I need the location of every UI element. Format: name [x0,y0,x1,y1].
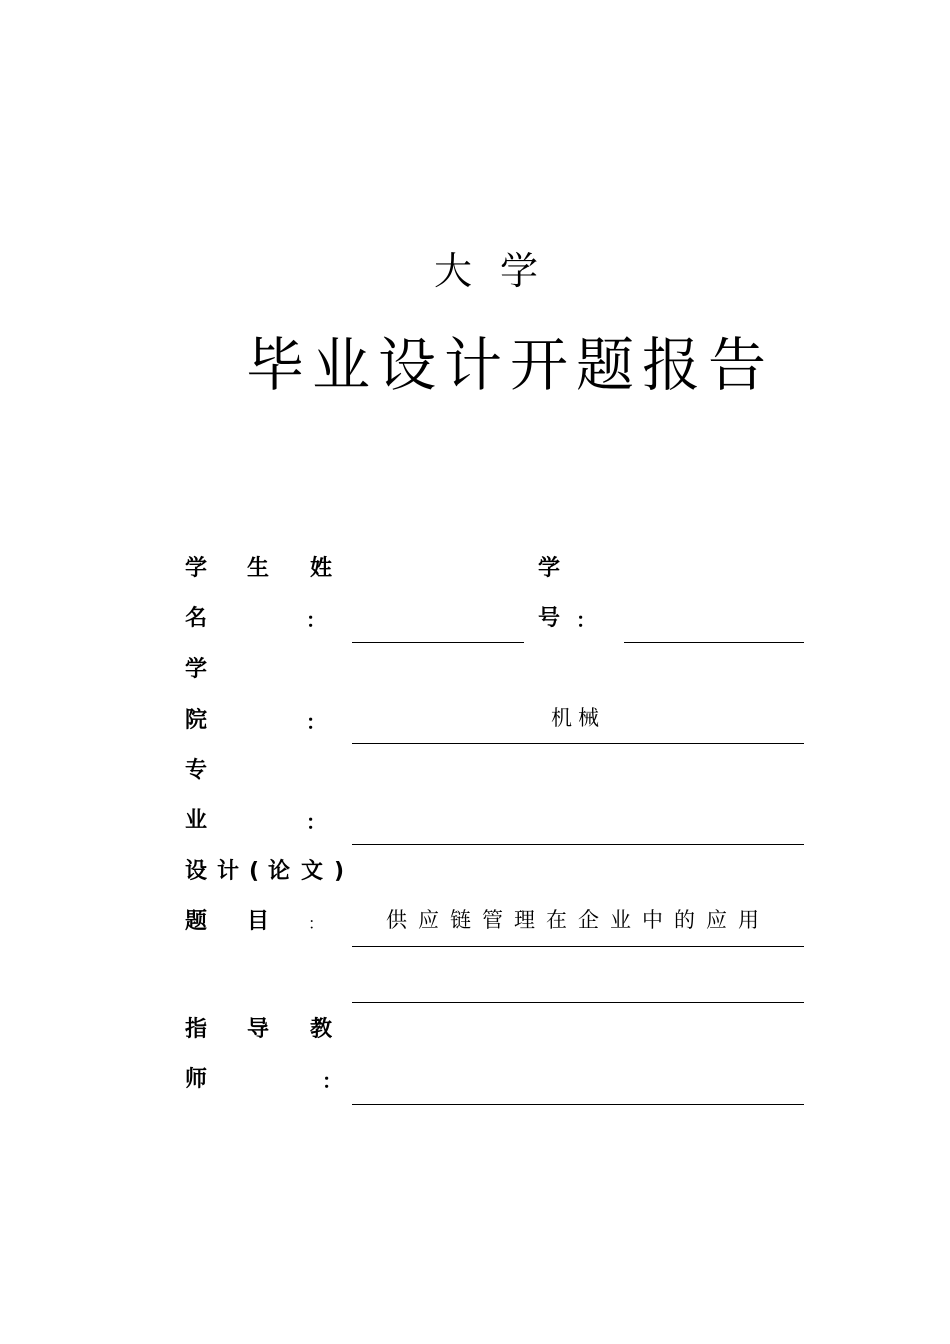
label-char: 学 [185,657,208,682]
student-id-underline [624,642,804,643]
label-char: 学 [185,556,208,581]
label-char: ) [334,859,345,884]
label-colon: ： [306,608,326,632]
thesis-title-value[interactable]: 供应链管理在企业中的应用 [386,908,770,932]
label-char: 师 [185,1067,208,1092]
label-colon: ： [576,608,596,632]
label-char: 题 [185,909,208,934]
label-char: 目 [247,909,270,934]
label-char: 导 [247,1017,270,1042]
advisor-underline [352,1104,804,1105]
report-title: 毕业设计开题报告 [245,331,774,399]
major-underline [352,844,804,845]
label-char: 计 [217,859,240,884]
label-colon: ： [306,710,326,734]
student-name-underline [352,642,524,643]
label-colon: ： [322,1069,342,1093]
label-colon: ： [306,810,326,834]
university-name: 大学 [433,249,566,293]
label-char: 学 [538,556,561,581]
thesis-title-underline [352,946,804,947]
label-colon: ： [308,914,325,933]
college-underline [352,743,804,744]
label-char: 文 [301,859,324,884]
label-char: 姓 [310,556,333,581]
label-char: 号 [538,606,561,631]
label-char: ( [249,859,260,884]
label-char: 论 [268,859,291,884]
label-char: 院 [185,708,208,733]
label-char: 业 [185,808,208,833]
label-char: 指 [185,1017,208,1042]
college-value[interactable]: 机械 [551,706,605,730]
label-char: 教 [310,1017,333,1042]
thesis-title-underline-2 [352,1002,804,1003]
label-char: 专 [185,758,208,783]
label-char: 生 [247,556,270,581]
label-char: 设 [185,859,208,884]
label-char: 名 [185,606,208,631]
